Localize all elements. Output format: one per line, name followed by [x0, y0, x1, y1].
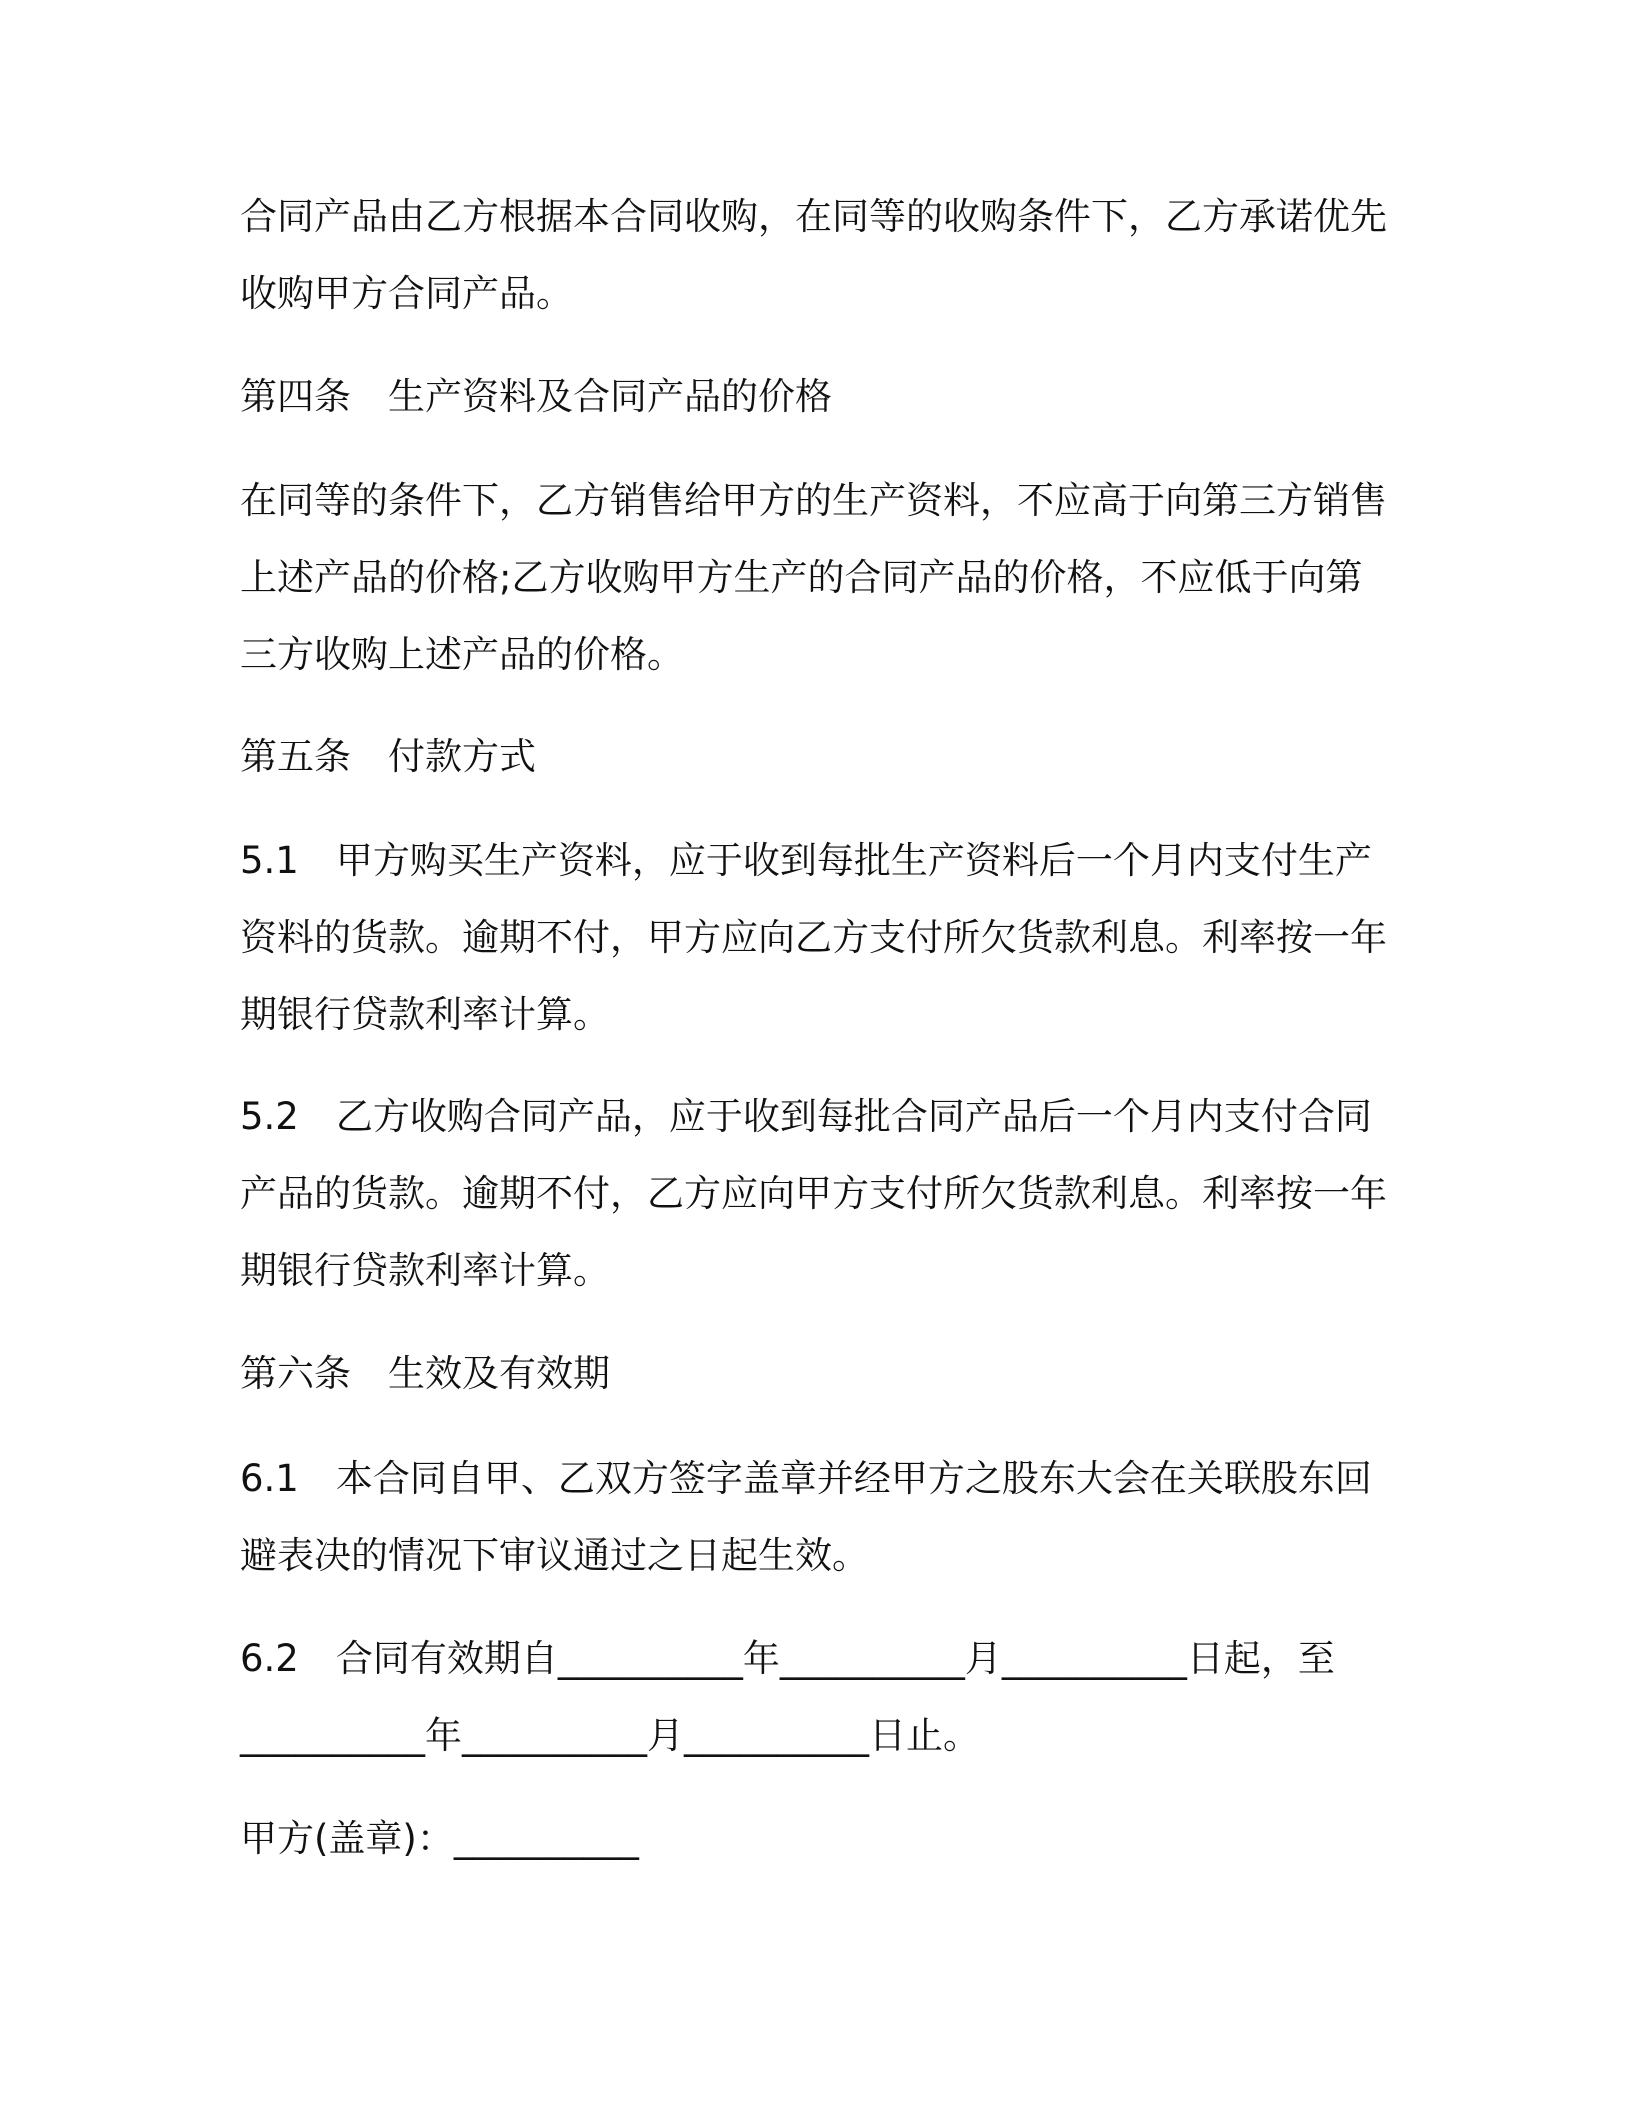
article-5-heading: 第五条 付款方式 — [240, 735, 536, 778]
article-4-heading: 第四条 生产资料及合同产品的价格 — [240, 375, 832, 418]
article-4-body: 在同等的条件下，乙方销售给甲方的生产资料，不应高于向第三方销售上述产品的价格;乙方收购甲方生产的合同产品的价格，不应低于向第三方收购上述产品的价格。 — [240, 479, 1387, 676]
article-6-heading: 第六条 生效及有效期 — [240, 1352, 610, 1395]
paragraph-intro: 合同产品由乙方根据本合同收购，在同等的收购条件下，乙方承诺优先收购甲方合同产品。 — [240, 195, 1387, 315]
clause-5-2: 5.2 乙方收购合同产品，应于收到每批合同产品后一个月内支付合同产品的货款。逾期不付，乙方应向甲方支付所欠货款利息。利率按一年期银行贷款利率计算。 — [240, 1095, 1387, 1292]
clause-6-2: 6.2 合同有效期自__________年__________月__________日起，至__________年__________月__________日止。 — [240, 1637, 1335, 1757]
clause-6-1: 6.1 本合同自甲、乙双方签字盖章并经甲方之股东大会在关联股东回避表决的情况下审议通过之日起生效。 — [240, 1457, 1372, 1577]
party-a-seal-line: 甲方(盖章)：__________ — [240, 1817, 639, 1860]
clause-5-1: 5.1 甲方购买生产资料，应于收到每批生产资料后一个月内支付生产资料的货款。逾期不付，甲方应向乙方支付所欠货款利息。利率按一年期银行贷款利率计算。 — [240, 839, 1387, 1036]
